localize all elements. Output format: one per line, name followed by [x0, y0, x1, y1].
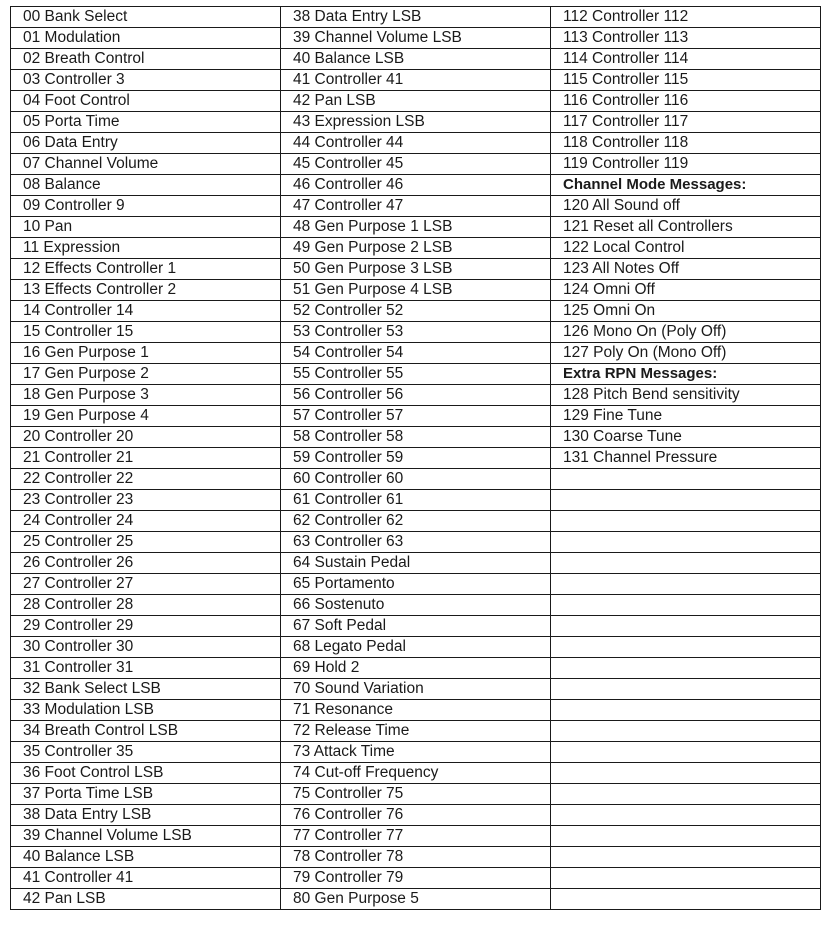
- table-cell: 19 Gen Purpose 4: [11, 406, 281, 427]
- table-cell: [551, 553, 821, 574]
- table-row: [11, 721, 821, 742]
- table-cell: 119 Controller 119: [551, 154, 821, 175]
- section-heading: Extra RPN Messages:: [551, 364, 821, 385]
- table-cell: 01 Modulation: [11, 28, 281, 49]
- table-cell: 22 Controller 22: [11, 469, 281, 490]
- table-cell: 02 Breath Control: [11, 49, 281, 70]
- table-cell: 21 Controller 21: [11, 448, 281, 469]
- table-row: [11, 70, 821, 91]
- table-row: [11, 406, 821, 427]
- table-cell: 65 Portamento: [281, 574, 551, 595]
- table-cell: 113 Controller 113: [551, 28, 821, 49]
- table-cell: 11 Expression: [11, 238, 281, 259]
- table-row: [11, 133, 821, 154]
- table-cell: [551, 469, 821, 490]
- table-row: [11, 217, 821, 238]
- table-cell: 27 Controller 27: [11, 574, 281, 595]
- table-row: [11, 637, 821, 658]
- table-row: [11, 511, 821, 532]
- table-cell: [551, 847, 821, 868]
- table-cell: 39 Channel Volume LSB: [11, 826, 281, 847]
- table-cell: [551, 532, 821, 553]
- table-cell: 24 Controller 24: [11, 511, 281, 532]
- table-cell: 49 Gen Purpose 2 LSB: [281, 238, 551, 259]
- table-cell: 121 Reset all Controllers: [551, 217, 821, 238]
- table-cell: 20 Controller 20: [11, 427, 281, 448]
- table-row: [11, 364, 821, 385]
- table-cell: 10 Pan: [11, 217, 281, 238]
- table-cell: [551, 616, 821, 637]
- table-cell: 38 Data Entry LSB: [11, 805, 281, 826]
- table-cell: 28 Controller 28: [11, 595, 281, 616]
- table-cell: 52 Controller 52: [281, 301, 551, 322]
- table-cell: [551, 658, 821, 679]
- table-cell: 127 Poly On (Mono Off): [551, 343, 821, 364]
- table-row: [11, 469, 821, 490]
- table-cell: 50 Gen Purpose 3 LSB: [281, 259, 551, 280]
- table-cell: 37 Porta Time LSB: [11, 784, 281, 805]
- table-cell: 08 Balance: [11, 175, 281, 196]
- table-cell: [551, 490, 821, 511]
- table-cell: [551, 889, 821, 910]
- table-cell: 32 Bank Select LSB: [11, 679, 281, 700]
- table-cell: 63 Controller 63: [281, 532, 551, 553]
- table-row: [11, 616, 821, 637]
- table-row: [11, 889, 821, 910]
- table-cell: 07 Channel Volume: [11, 154, 281, 175]
- table-cell: 03 Controller 3: [11, 70, 281, 91]
- table-row: [11, 280, 821, 301]
- table-cell: 74 Cut-off Frequency: [281, 763, 551, 784]
- table-cell: 123 All Notes Off: [551, 259, 821, 280]
- table-cell: 57 Controller 57: [281, 406, 551, 427]
- table-cell: 42 Pan LSB: [281, 91, 551, 112]
- table-row: [11, 28, 821, 49]
- table-cell: [551, 826, 821, 847]
- table-cell: 17 Gen Purpose 2: [11, 364, 281, 385]
- table-row: [11, 154, 821, 175]
- table-cell: 122 Local Control: [551, 238, 821, 259]
- table-cell: 09 Controller 9: [11, 196, 281, 217]
- table-cell: 40 Balance LSB: [11, 847, 281, 868]
- table-cell: 13 Effects Controller 2: [11, 280, 281, 301]
- table-cell: 47 Controller 47: [281, 196, 551, 217]
- table-cell: 120 All Sound off: [551, 196, 821, 217]
- table-row: [11, 868, 821, 889]
- table-row: [11, 700, 821, 721]
- table-cell: 76 Controller 76: [281, 805, 551, 826]
- table-cell: 112 Controller 112: [551, 7, 821, 28]
- table-cell: 64 Sustain Pedal: [281, 553, 551, 574]
- table-cell: 71 Resonance: [281, 700, 551, 721]
- table-cell: 118 Controller 118: [551, 133, 821, 154]
- table-row: [11, 196, 821, 217]
- table-cell: [551, 721, 821, 742]
- table-cell: 60 Controller 60: [281, 469, 551, 490]
- table-cell: 67 Soft Pedal: [281, 616, 551, 637]
- table-cell: 128 Pitch Bend sensitivity: [551, 385, 821, 406]
- table-cell: 48 Gen Purpose 1 LSB: [281, 217, 551, 238]
- table-row: [11, 574, 821, 595]
- table-cell: [551, 595, 821, 616]
- table-cell: 40 Balance LSB: [281, 49, 551, 70]
- table-body: [11, 7, 821, 910]
- table-cell: 38 Data Entry LSB: [281, 7, 551, 28]
- table-cell: 39 Channel Volume LSB: [281, 28, 551, 49]
- table-cell: [551, 763, 821, 784]
- table-row: [11, 385, 821, 406]
- table-cell: 41 Controller 41: [11, 868, 281, 889]
- table-cell: 14 Controller 14: [11, 301, 281, 322]
- table-cell: [551, 700, 821, 721]
- table-cell: 34 Breath Control LSB: [11, 721, 281, 742]
- table-cell: 46 Controller 46: [281, 175, 551, 196]
- table-cell: 05 Porta Time: [11, 112, 281, 133]
- table-cell: 61 Controller 61: [281, 490, 551, 511]
- table-row: [11, 679, 821, 700]
- table-cell: 45 Controller 45: [281, 154, 551, 175]
- table-row: [11, 490, 821, 511]
- table-cell: 126 Mono On (Poly Off): [551, 322, 821, 343]
- table-cell: 15 Controller 15: [11, 322, 281, 343]
- midi-controller-table: [10, 6, 821, 910]
- table-row: [11, 301, 821, 322]
- table-cell: 77 Controller 77: [281, 826, 551, 847]
- table-cell: [551, 637, 821, 658]
- table-cell: 54 Controller 54: [281, 343, 551, 364]
- table-cell: 59 Controller 59: [281, 448, 551, 469]
- table-cell: 35 Controller 35: [11, 742, 281, 763]
- table-cell: 130 Coarse Tune: [551, 427, 821, 448]
- table-cell: [551, 805, 821, 826]
- table-row: [11, 49, 821, 70]
- table-row: [11, 742, 821, 763]
- table-cell: 117 Controller 117: [551, 112, 821, 133]
- table-cell: 131 Channel Pressure: [551, 448, 821, 469]
- table-cell: 129 Fine Tune: [551, 406, 821, 427]
- table-cell: 44 Controller 44: [281, 133, 551, 154]
- table-cell: 41 Controller 41: [281, 70, 551, 91]
- table-row: [11, 343, 821, 364]
- table-row: [11, 658, 821, 679]
- table-cell: 51 Gen Purpose 4 LSB: [281, 280, 551, 301]
- table-cell: 33 Modulation LSB: [11, 700, 281, 721]
- table-cell: 16 Gen Purpose 1: [11, 343, 281, 364]
- table-cell: 125 Omni On: [551, 301, 821, 322]
- table-cell: 12 Effects Controller 1: [11, 259, 281, 280]
- table-row: [11, 784, 821, 805]
- table-cell: 72 Release Time: [281, 721, 551, 742]
- table-row: [11, 595, 821, 616]
- table-row: [11, 259, 821, 280]
- table-cell: 58 Controller 58: [281, 427, 551, 448]
- table-cell: 36 Foot Control LSB: [11, 763, 281, 784]
- table-cell: 116 Controller 116: [551, 91, 821, 112]
- table-row: [11, 532, 821, 553]
- table-cell: 29 Controller 29: [11, 616, 281, 637]
- table-cell: [551, 574, 821, 595]
- table-cell: 18 Gen Purpose 3: [11, 385, 281, 406]
- table-row: [11, 847, 821, 868]
- table-cell: 25 Controller 25: [11, 532, 281, 553]
- table-cell: 06 Data Entry: [11, 133, 281, 154]
- table-cell: 75 Controller 75: [281, 784, 551, 805]
- table-cell: [551, 742, 821, 763]
- table-cell: 115 Controller 115: [551, 70, 821, 91]
- table-cell: 114 Controller 114: [551, 49, 821, 70]
- table-row: [11, 448, 821, 469]
- table-row: [11, 826, 821, 847]
- table-row: [11, 112, 821, 133]
- table-cell: 55 Controller 55: [281, 364, 551, 385]
- table-cell: 66 Sostenuto: [281, 595, 551, 616]
- table-cell: 43 Expression LSB: [281, 112, 551, 133]
- table-cell: 69 Hold 2: [281, 658, 551, 679]
- table-cell: 26 Controller 26: [11, 553, 281, 574]
- table-row: [11, 7, 821, 28]
- table-row: [11, 238, 821, 259]
- table-cell: 30 Controller 30: [11, 637, 281, 658]
- table-row: [11, 805, 821, 826]
- table-cell: 73 Attack Time: [281, 742, 551, 763]
- table-row: [11, 322, 821, 343]
- section-heading: Channel Mode Messages:: [551, 175, 821, 196]
- table-row: [11, 91, 821, 112]
- table-row: [11, 175, 821, 196]
- table-cell: [551, 511, 821, 532]
- table-cell: 62 Controller 62: [281, 511, 551, 532]
- table-cell: 68 Legato Pedal: [281, 637, 551, 658]
- table-cell: 56 Controller 56: [281, 385, 551, 406]
- table-cell: 31 Controller 31: [11, 658, 281, 679]
- table-cell: 42 Pan LSB: [11, 889, 281, 910]
- table-cell: 124 Omni Off: [551, 280, 821, 301]
- table-cell: [551, 784, 821, 805]
- table-cell: 80 Gen Purpose 5: [281, 889, 551, 910]
- table-row: [11, 763, 821, 784]
- table-cell: 53 Controller 53: [281, 322, 551, 343]
- table-cell: [551, 679, 821, 700]
- table-cell: 23 Controller 23: [11, 490, 281, 511]
- table-cell: 70 Sound Variation: [281, 679, 551, 700]
- table-row: [11, 427, 821, 448]
- table-cell: 79 Controller 79: [281, 868, 551, 889]
- table-cell: 04 Foot Control: [11, 91, 281, 112]
- table-cell: 00 Bank Select: [11, 7, 281, 28]
- table-cell: 78 Controller 78: [281, 847, 551, 868]
- table-row: [11, 553, 821, 574]
- table-cell: [551, 868, 821, 889]
